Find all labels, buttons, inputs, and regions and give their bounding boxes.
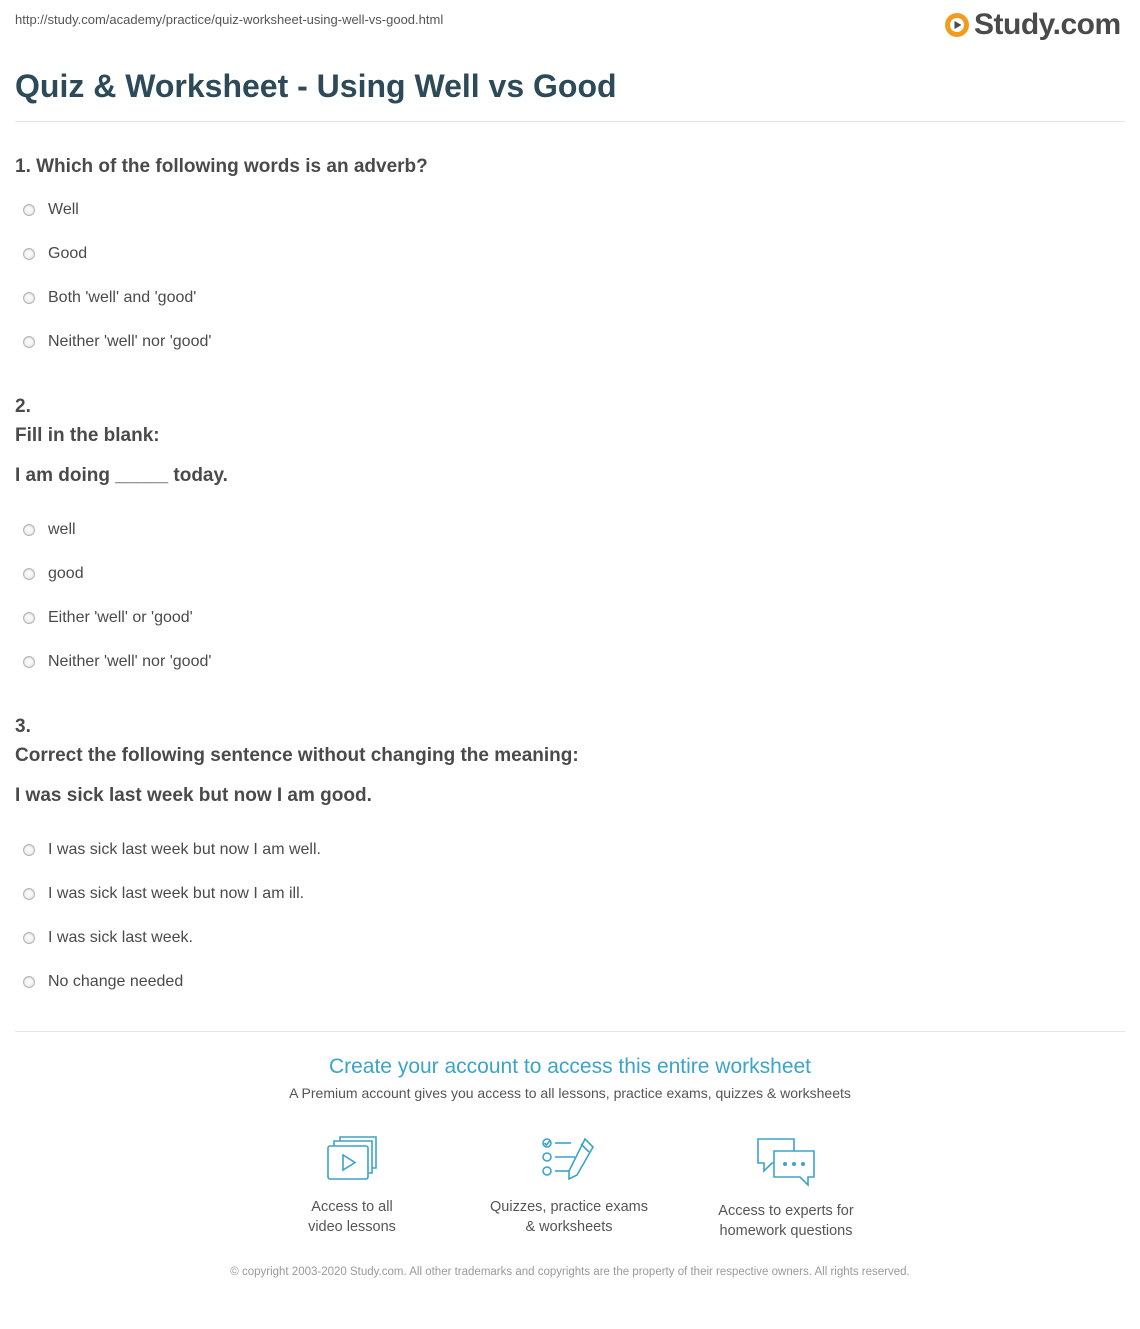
page-url[interactable]: http://study.com/academy/practice/quiz-worksheet-using-well-vs-good.html xyxy=(15,12,444,27)
video-lesson-icon xyxy=(326,1135,378,1183)
logo-text: Study.com xyxy=(974,8,1121,41)
option-label: Well xyxy=(48,201,79,218)
feature-quizzes xyxy=(469,1135,669,1237)
q2-option-4[interactable] xyxy=(23,650,211,674)
radio-button[interactable] xyxy=(23,568,35,580)
q1-option-1[interactable] xyxy=(23,198,79,222)
option-label: Neither 'well' nor 'good' xyxy=(48,653,212,670)
question-2-prompt: Fill in the blank: xyxy=(15,425,160,446)
top-bar xyxy=(0,0,1140,50)
radio-button[interactable] xyxy=(23,888,35,900)
radio-button[interactable] xyxy=(23,524,35,536)
radio-button[interactable] xyxy=(23,248,35,260)
feature-label-line-2: homework questions xyxy=(719,1223,853,1239)
option-label: Either 'well' or 'good' xyxy=(48,609,193,626)
q1-option-2[interactable] xyxy=(23,242,87,266)
play-circle-icon xyxy=(944,12,970,38)
question-3-number: 3. xyxy=(15,716,31,737)
question-3-sentence: I was sick last week but now I am good. xyxy=(15,785,372,806)
q2-option-1[interactable] xyxy=(23,518,76,542)
q2-option-3[interactable] xyxy=(23,606,193,630)
option-label: Both 'well' and 'good' xyxy=(48,289,197,306)
feature-label-line-2: & worksheets xyxy=(525,1219,613,1235)
q3-option-4[interactable] xyxy=(23,970,183,994)
question-3-prompt: Correct the following sentence without changing the meaning: xyxy=(15,745,579,766)
feature-label xyxy=(686,1201,886,1241)
feature-experts xyxy=(686,1135,886,1241)
feature-label-line-1: Quizzes, practice exams xyxy=(490,1199,648,1215)
option-label: I was sick last week but now I am well. xyxy=(48,841,321,858)
radio-button[interactable] xyxy=(23,204,35,216)
feature-video-lessons xyxy=(252,1135,452,1237)
option-label: Good xyxy=(48,245,88,262)
option-label: I was sick last week but now I am ill. xyxy=(48,885,305,902)
feature-label-line-1: Access to all xyxy=(311,1199,393,1215)
radio-button[interactable] xyxy=(23,336,35,348)
radio-button[interactable] xyxy=(23,656,35,668)
radio-button[interactable] xyxy=(23,976,35,988)
option-label: Neither 'well' nor 'good' xyxy=(48,333,212,350)
q3-option-1[interactable] xyxy=(23,838,321,862)
quiz-checklist-icon xyxy=(541,1135,597,1183)
q1-option-3[interactable] xyxy=(23,286,196,310)
question-1-text: 1. Which of the following words is an adverb? xyxy=(15,156,428,177)
title-divider xyxy=(15,121,1125,122)
feature-label xyxy=(252,1197,452,1237)
cta-subtitle: A Premium account gives you access to all lessons, practice exams, quizzes & worksheets xyxy=(289,1085,851,1101)
question-2-sentence: I am doing _____ today. xyxy=(15,465,228,486)
radio-button[interactable] xyxy=(23,932,35,944)
section-divider xyxy=(15,1031,1125,1032)
option-label: good xyxy=(48,565,84,582)
chat-bubbles-icon xyxy=(754,1135,818,1187)
copyright-footer: © copyright 2003-2020 Study.com. All other trademarks and copyrights are the property of their respective owners. All rights reserved. xyxy=(230,1266,910,1278)
radio-button[interactable] xyxy=(23,292,35,304)
q1-option-4[interactable] xyxy=(23,330,211,354)
question-2-number: 2. xyxy=(15,396,31,417)
create-account-link[interactable]: Create your account to access this entire worksheet xyxy=(328,1055,812,1078)
page-title: Quiz & Worksheet - Using Well vs Good xyxy=(15,68,617,104)
feature-label xyxy=(469,1197,669,1237)
feature-label-line-2: video lessons xyxy=(308,1219,396,1235)
q3-option-2[interactable] xyxy=(23,882,304,906)
radio-button[interactable] xyxy=(23,844,35,856)
radio-button[interactable] xyxy=(23,612,35,624)
q2-option-2[interactable] xyxy=(23,562,84,586)
option-label: well xyxy=(48,521,76,538)
option-label: I was sick last week. xyxy=(48,929,193,946)
study-logo[interactable] xyxy=(944,6,1121,44)
q3-option-3[interactable] xyxy=(23,926,193,950)
feature-label-line-1: Access to experts for xyxy=(718,1203,854,1219)
option-label: No change needed xyxy=(48,973,184,990)
